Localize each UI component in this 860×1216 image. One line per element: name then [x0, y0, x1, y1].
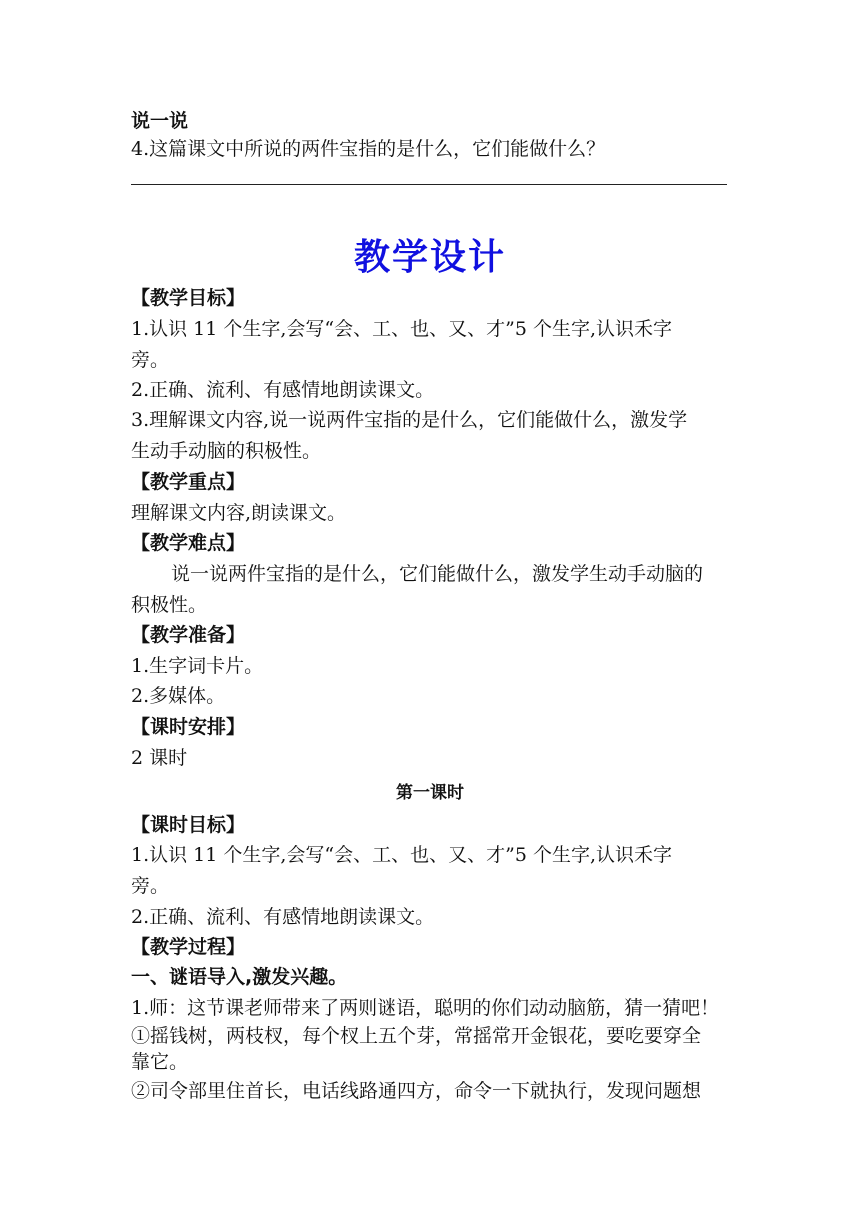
riddle2-line1: ②司令部里住首长，电话线路通四方，命令一下就执行，发现问题想 [131, 1080, 702, 1102]
objective-1-line2: 旁。 [131, 349, 170, 371]
difficulties-heading: 【教学难点】 [131, 532, 246, 554]
objective-3-line1: 3.理解课文内容,说一说两件宝指的是什么，它们能做什么，激发学 [131, 409, 688, 431]
objective-1-line1: 1.认识 11 个生字,会写“会、工、也、又、才”5 个生字,认识禾字 [131, 318, 673, 340]
schedule-text: 2 课时 [131, 747, 188, 769]
say-heading: 说一说 [131, 110, 189, 132]
key-points-text: 理解课文内容,朗读课文。 [131, 502, 347, 524]
riddle1-line2: 靠它。 [131, 1051, 189, 1073]
preparation-item1: 1.生字词卡片。 [131, 655, 264, 677]
page-title: 教学设计 [353, 237, 506, 278]
question-4: 4.这篇课文中所说的两件宝指的是什么，它们能做什么？ [131, 138, 606, 160]
difficulties-line1: 说一说两件宝指的是什么，它们能做什么，激发学生动手动脑的 [171, 563, 704, 585]
difficulties-line2: 积极性。 [131, 594, 208, 616]
objectives-heading: 【教学目标】 [131, 287, 246, 309]
preparation-item2: 2.多媒体。 [131, 685, 226, 707]
preparation-heading: 【教学准备】 [131, 624, 246, 646]
objective-3-line2: 生动手动脑的积极性。 [131, 440, 322, 462]
lesson-goal-1-line1: 1.认识 11 个生字,会写“会、工、也、又、才”5 个生字,认识禾字 [131, 844, 673, 866]
divider-line [131, 184, 727, 185]
process-heading: 【教学过程】 [131, 936, 246, 958]
step1-heading: 一、谜语导入,激发兴趣。 [131, 966, 348, 988]
lesson-goal-1-line2: 旁。 [131, 875, 170, 897]
lesson1-heading: 第一课时 [396, 783, 464, 803]
step1-line1: 1.师：这节课老师带来了两则谜语，聪明的你们动动脑筋，猜一猜吧！ [131, 997, 720, 1019]
lesson-goal-2: 2.正确、流利、有感情地朗读课文。 [131, 906, 435, 928]
schedule-heading: 【课时安排】 [131, 716, 246, 738]
key-points-heading: 【教学重点】 [131, 471, 246, 493]
objective-2: 2.正确、流利、有感情地朗读课文。 [131, 379, 435, 401]
lesson-goals-heading: 【课时目标】 [131, 814, 246, 836]
riddle1-line1: ①摇钱树，两枝杈，每个杈上五个芽，常摇常开金银花，要吃要穿全 [131, 1025, 702, 1047]
